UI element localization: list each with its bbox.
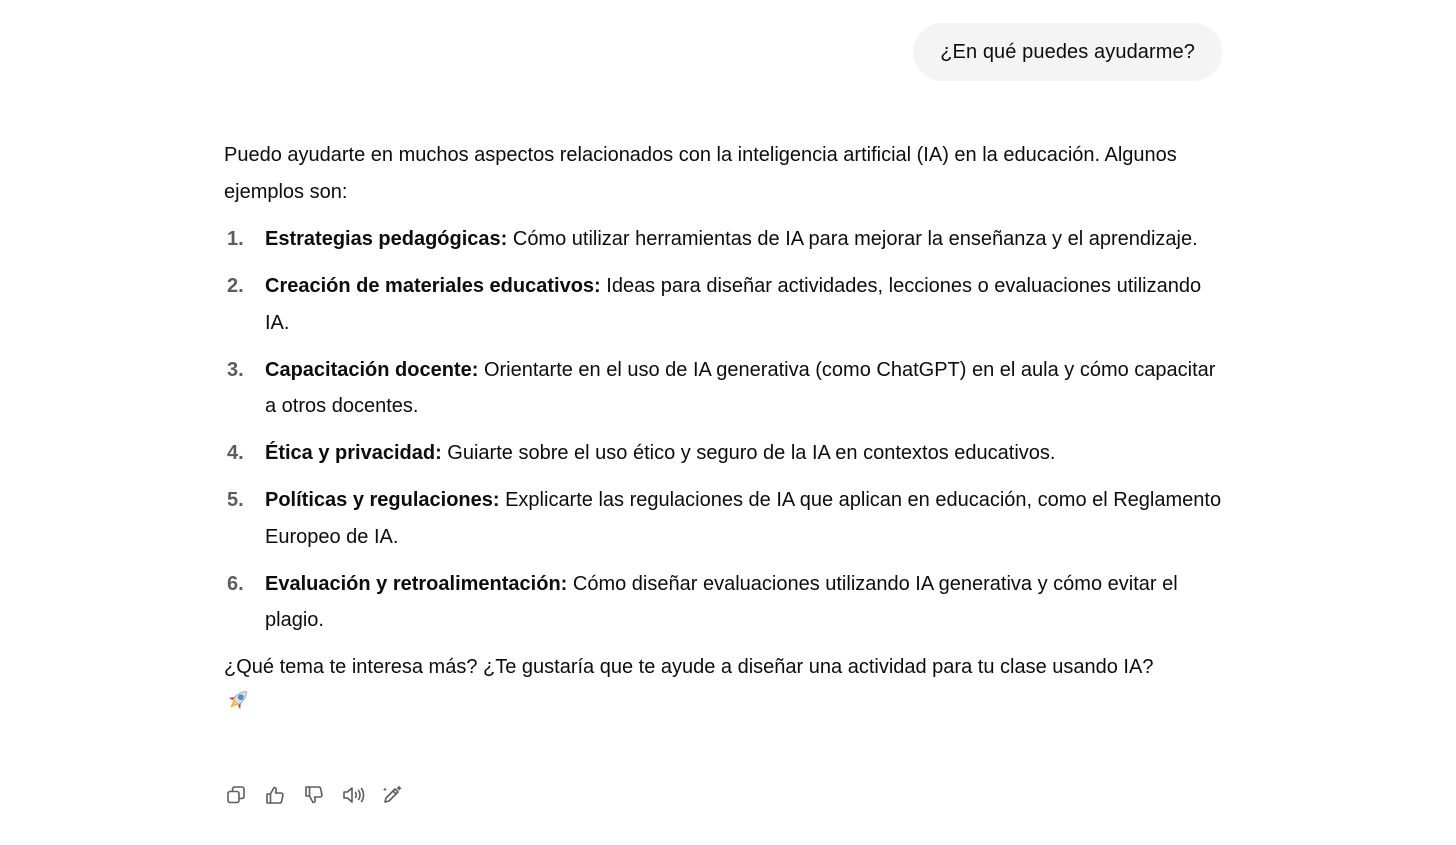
list-item-text: Cómo utilizar herramientas de IA para mejorar la enseñanza y el aprendizaje. [507, 228, 1198, 250]
rocket-icon [224, 686, 252, 727]
list-item-text: Guiarte sobre el uso ético y seguro de la IA en contextos educativos. [441, 442, 1056, 464]
user-message-text: ¿En qué puedes ayudarme? [940, 40, 1195, 63]
edit-model-button[interactable] [380, 782, 404, 808]
thumbs-down-button[interactable] [302, 782, 326, 808]
list-item-text: Ideas para diseñar actividades, lecciones o evaluaciones utilizando IA. [265, 275, 1202, 334]
list-item-text: Explicarte las regulaciones de IA que aplican en educación, como el Reglamento Europeo de IA. [265, 489, 1222, 548]
message-actions [224, 782, 404, 808]
copy-button[interactable] [224, 782, 248, 808]
list-item-number: 5. [227, 489, 244, 511]
read-aloud-icon [341, 784, 365, 806]
read-aloud-button[interactable] [341, 782, 365, 808]
list-item-title: Evaluación y retroalimentación: [265, 572, 568, 595]
list-item [224, 435, 1224, 472]
suggestion-list [224, 221, 1224, 639]
list-item-title: Creación de materiales educativos: [265, 275, 601, 297]
user-message-bubble [913, 23, 1222, 81]
list-item-number: 1. [227, 228, 244, 250]
copy-icon [225, 784, 247, 806]
edit-model-icon [381, 784, 403, 806]
list-item [224, 482, 1224, 555]
list-item-number: 2. [227, 275, 244, 297]
thumbs-up-icon [264, 784, 286, 806]
list-item [224, 352, 1224, 425]
list-item-number: 6. [227, 572, 244, 595]
assistant-closing-text: ¿Qué tema te interesa más? ¿Te gustaría que te ayude a diseñar una actividad para tu clase usando IA? [224, 656, 1154, 678]
list-item-number: 3. [227, 358, 244, 381]
assistant-message [224, 137, 1224, 726]
list-item-title: Estrategias pedagógicas: [265, 228, 508, 250]
list-item [224, 221, 1224, 258]
list-item [224, 566, 1224, 639]
thumbs-down-icon [303, 784, 325, 806]
list-item-title: Políticas y regulaciones: [265, 489, 500, 511]
list-item-title: Ética y privacidad: [265, 442, 442, 464]
assistant-intro: Puedo ayudarte en muchos aspectos relacionados con la inteligencia artificial (IA) en la educación. Algunos ejemplos son: [224, 144, 1177, 203]
list-item-title: Capacitación docente: [265, 358, 479, 381]
list-item [224, 268, 1224, 341]
list-item-text: Cómo diseñar evaluaciones utilizando IA generativa y cómo evitar el plagio. [265, 572, 1178, 631]
assistant-closing [224, 649, 1224, 726]
list-item-number: 4. [227, 442, 244, 464]
thumbs-up-button[interactable] [263, 782, 287, 808]
list-item-text: Orientarte en el uso de IA generativa (como ChatGPT) en el aula y cómo capacitar a otros docentes. [265, 358, 1216, 417]
